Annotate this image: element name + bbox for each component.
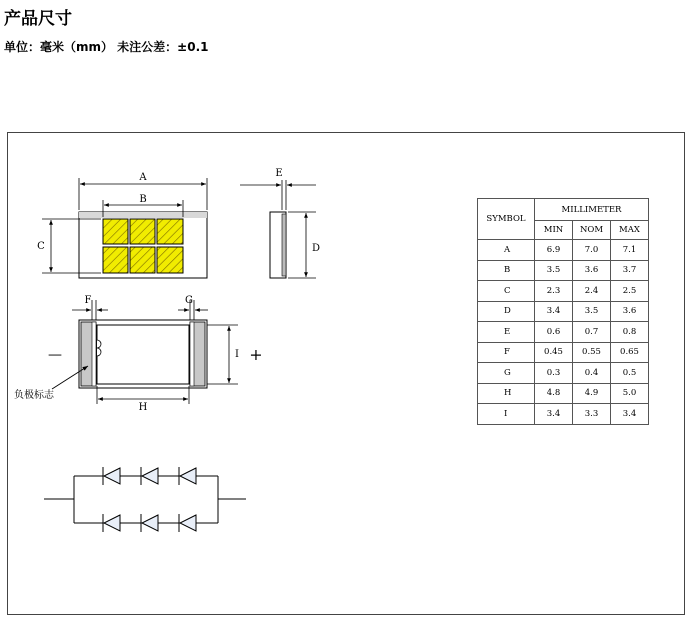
circuit-schematic (44, 476, 246, 523)
page-title: 产品尺寸 (4, 9, 72, 29)
cell-max: 3.4 (611, 404, 649, 425)
symbol-header: SYMBOL (478, 199, 535, 240)
side-lens (282, 214, 286, 276)
unit-header: MILLIMETER (535, 199, 649, 221)
col-header-min: MIN (535, 221, 573, 240)
cell-min: 3.4 (535, 404, 573, 425)
diode-6 (179, 514, 196, 532)
package-top-band (79, 212, 207, 218)
cell-nom: 0.55 (573, 342, 611, 363)
cell-symbol: B (478, 260, 535, 281)
table-row (478, 363, 649, 384)
table-row (478, 301, 649, 322)
dim-label-b: B (139, 194, 147, 205)
cell-min: 3.4 (535, 301, 573, 322)
dim-label-f: F (84, 295, 92, 306)
plus-sign: + (249, 345, 263, 364)
pad-cathode-inner (92, 322, 96, 386)
cell-min: 2.3 (535, 281, 573, 302)
cell-symbol: F (478, 342, 535, 363)
top-view (37, 172, 207, 278)
diode-5 (141, 514, 158, 532)
cell-symbol: G (478, 363, 535, 384)
cell-max: 0.5 (611, 363, 649, 384)
diode-row-top (103, 467, 196, 485)
dim-label-c: C (37, 241, 45, 252)
cell-max: 3.6 (611, 301, 649, 322)
table-row (478, 404, 649, 425)
cell-symbol: E (478, 322, 535, 343)
table-row (478, 260, 649, 281)
cell-nom: 7.0 (573, 240, 611, 261)
cell-max: 7.1 (611, 240, 649, 261)
cell-symbol: I (478, 404, 535, 425)
cell-max: 0.65 (611, 342, 649, 363)
dim-label-h: H (138, 402, 148, 413)
dim-label-a: A (139, 172, 147, 183)
dimension-i (207, 325, 238, 384)
diode-row-bottom (103, 514, 196, 532)
table-row (478, 322, 649, 343)
cell-symbol: H (478, 383, 535, 404)
bottom-view (14, 295, 263, 413)
dimension-e (240, 180, 316, 210)
cell-symbol: D (478, 301, 535, 322)
cell-max: 2.5 (611, 281, 649, 302)
table-row (478, 342, 649, 363)
cell-min: 4.8 (535, 383, 573, 404)
cell-min: 6.9 (535, 240, 573, 261)
cell-symbol: C (478, 281, 535, 302)
cell-min: 3.5 (535, 260, 573, 281)
col-header-max: MAX (611, 221, 649, 240)
cell-symbol: A (478, 240, 535, 261)
table-row (478, 383, 649, 404)
dimension-table (477, 198, 649, 425)
table-row (478, 240, 649, 261)
cell-max: 5.0 (611, 383, 649, 404)
cell-max: 3.7 (611, 260, 649, 281)
diode-3 (179, 467, 196, 485)
table-row (478, 281, 649, 302)
dim-label-d: D (311, 243, 321, 254)
pad-anode-inner (190, 322, 194, 386)
center-pad (97, 325, 189, 384)
cell-nom: 2.4 (573, 281, 611, 302)
cell-nom: 3.3 (573, 404, 611, 425)
diode-4 (103, 514, 120, 532)
col-header-nom: NOM (573, 221, 611, 240)
cell-nom: 0.4 (573, 363, 611, 384)
cell-nom: 3.5 (573, 301, 611, 322)
side-view (240, 168, 320, 278)
cell-nom: 4.9 (573, 383, 611, 404)
dim-label-i: I (235, 349, 239, 360)
dim-label-g: G (185, 295, 193, 306)
cell-nom: 0.7 (573, 322, 611, 343)
diode-2 (141, 467, 158, 485)
diode-1 (103, 467, 120, 485)
cell-min: 0.45 (535, 342, 573, 363)
cathode-label: 负极标志 (14, 390, 54, 401)
dimension-g (178, 300, 208, 320)
cell-min: 0.6 (535, 322, 573, 343)
cell-nom: 3.6 (573, 260, 611, 281)
dim-label-e: E (275, 168, 283, 179)
minus-sign: — (48, 347, 62, 363)
page-subtitle: 单位：毫米（mm） 未注公差：±0.1 (4, 40, 209, 54)
cell-min: 0.3 (535, 363, 573, 384)
cell-max: 0.8 (611, 322, 649, 343)
